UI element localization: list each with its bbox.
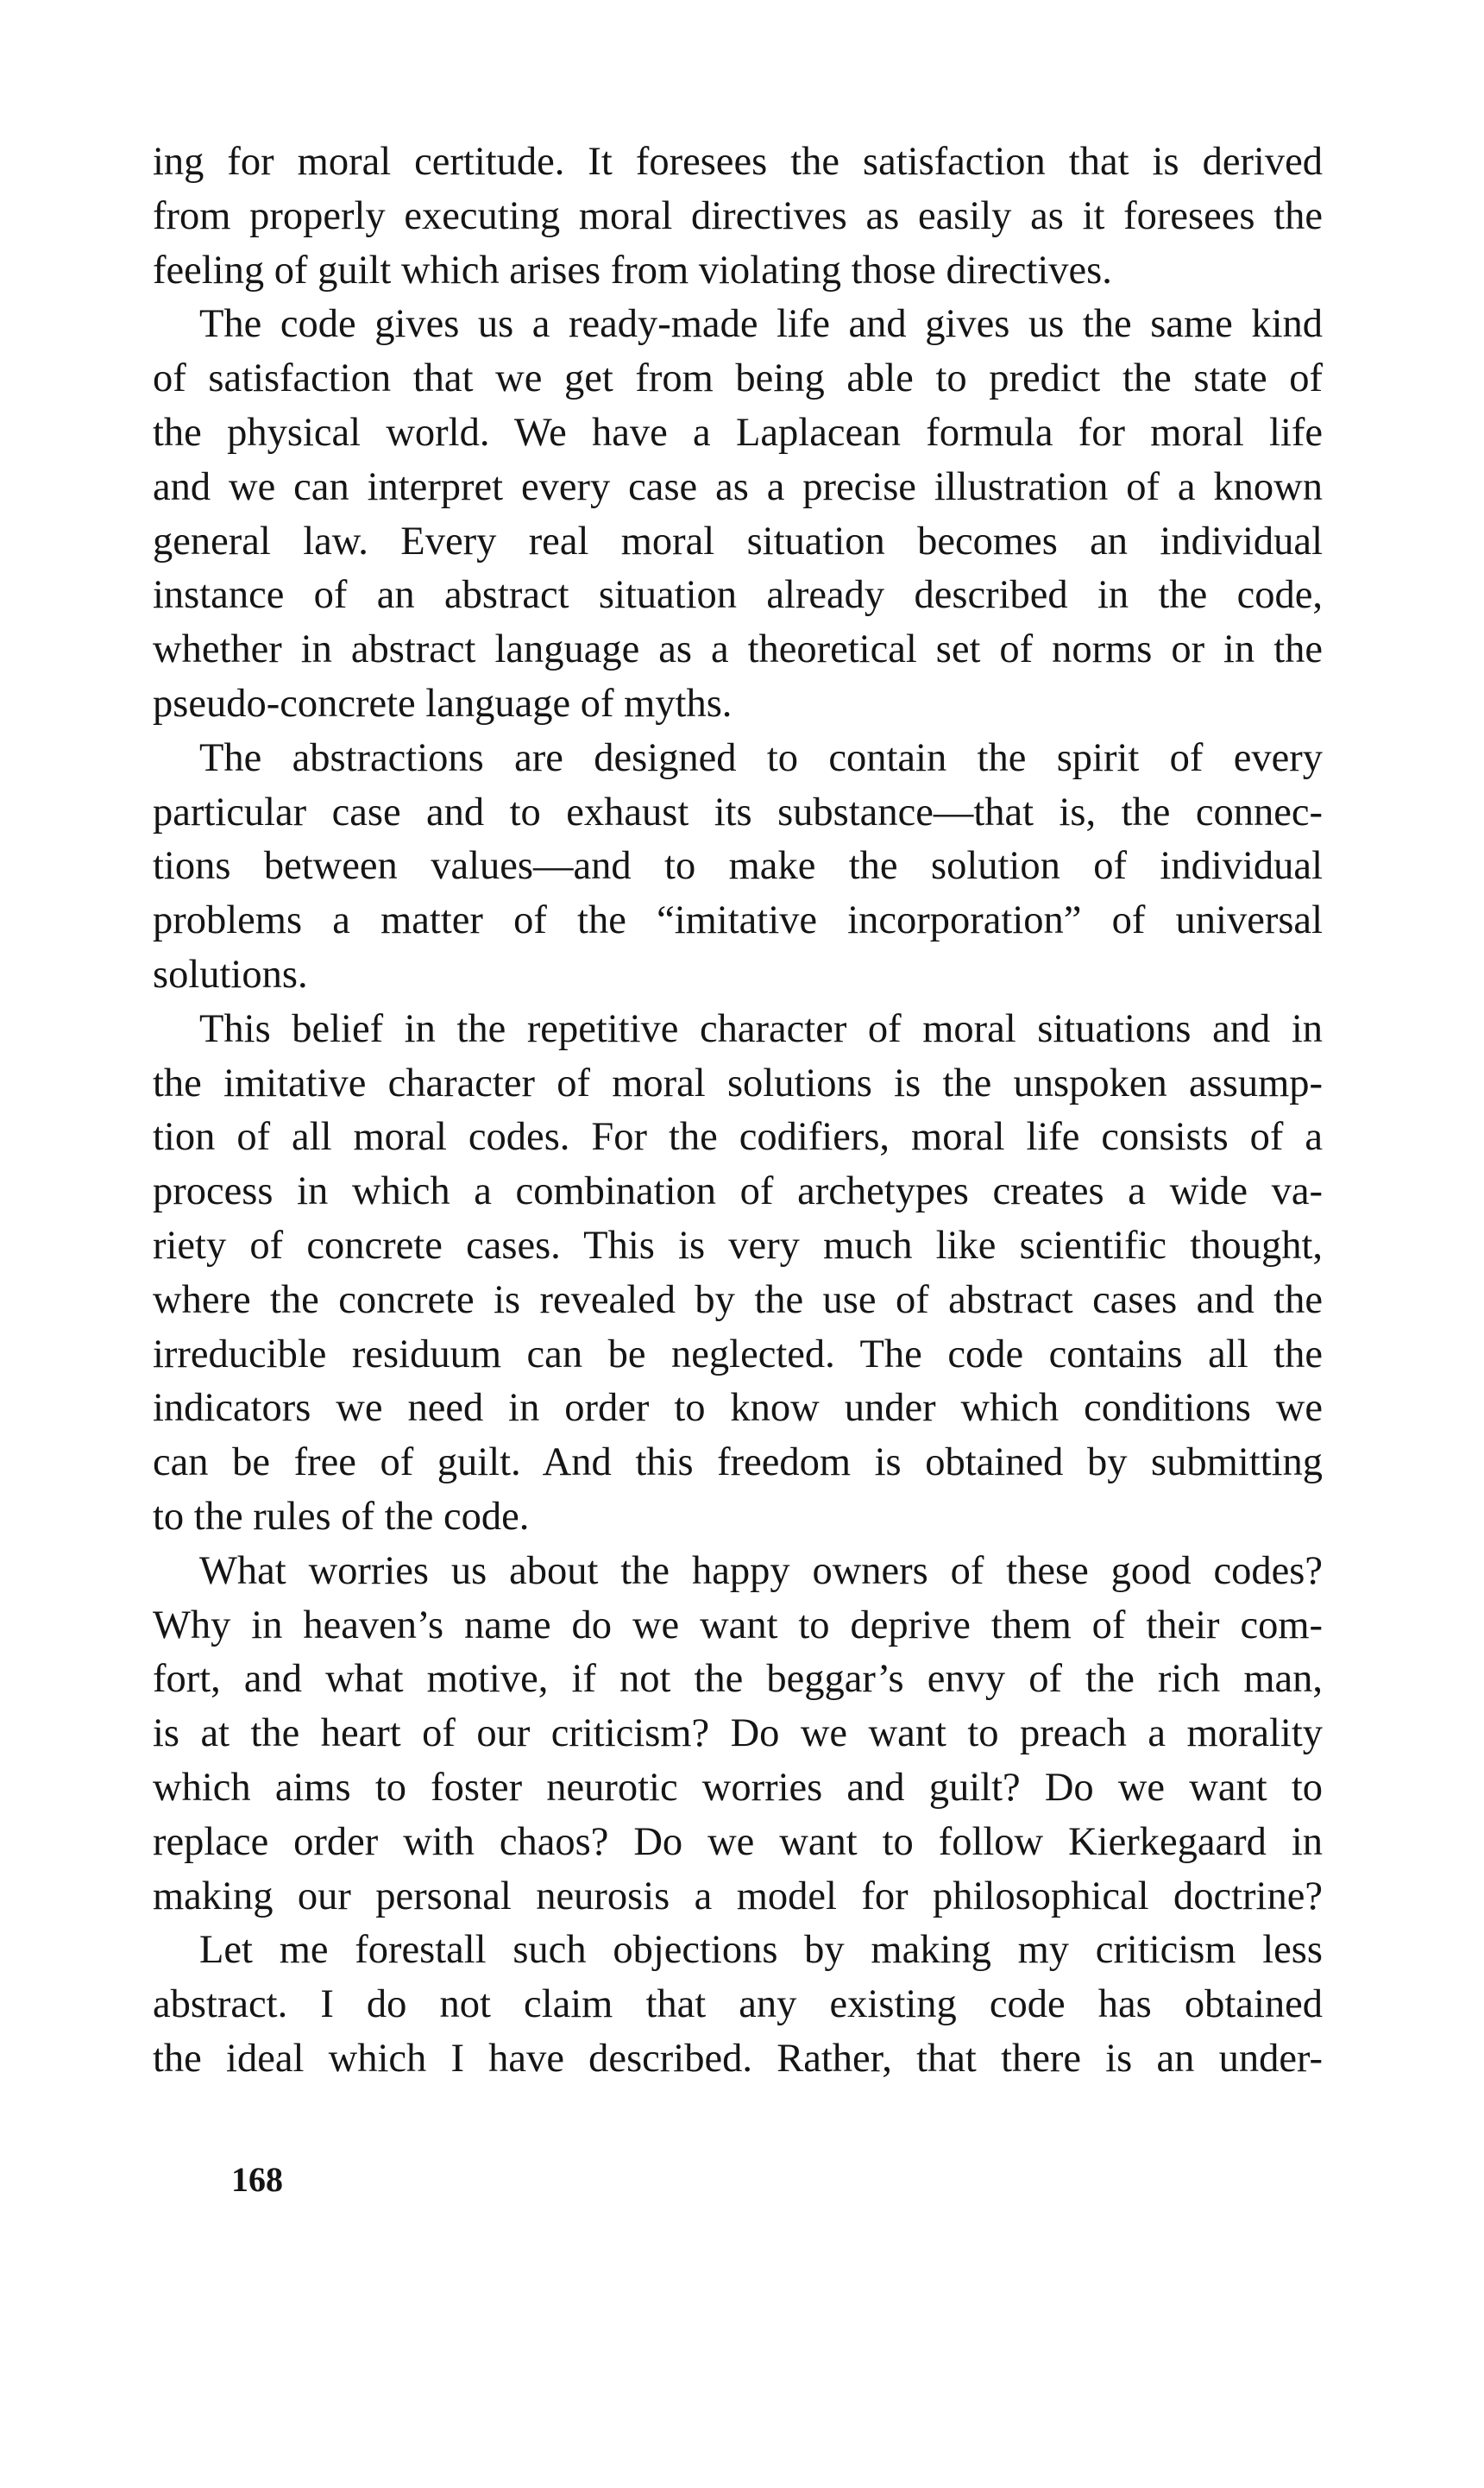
text-line: particular case and to exhaust its substance—that is, the connec- [153,790,1323,835]
text-line: which aims to foster neurotic worries and guilt? Do we want to [153,1765,1323,1810]
text-line: and we can interpret every case as a precise illustration of a known [153,464,1323,509]
text-line: instance of an abstract situation already described in the code, [153,573,1323,618]
body-text [153,135,1323,2087]
page-number: 168 [231,2160,283,2199]
text-line: whether in abstract language as a theoretical set of norms or in the [153,627,1323,672]
text-line: general law. Every real moral situation becomes an individual [153,519,1323,564]
text-line: the physical world. We have a Laplacean formula for moral life [153,410,1323,455]
text-line: where the concrete is revealed by the use of abstract cases and the [153,1277,1323,1322]
text-line: is at the heart of our criticism? Do we want to preach a morality [153,1711,1323,1756]
text-line: can be free of guilt. And this freedom is obtained by submitting [153,1440,1323,1485]
text-line: fort, and what motive, if not the beggar’s envy of the rich man, [153,1657,1323,1702]
text-line: tions between values—and to make the solution of individual [153,844,1323,889]
text-line: feeling of guilt which arises from violating those directives. [153,248,1112,293]
text-line: replace order with chaos? Do we want to follow Kierkegaard in [153,1819,1323,1864]
text-line: the ideal which I have described. Rather, that there is an under- [153,2036,1323,2081]
text-line: the imitative character of moral solutions is the unspoken assump- [153,1061,1323,1105]
paragraph-first-line: What worries us about the happy owners of these good codes? [199,1548,1323,1593]
text-line: abstract. I do not claim that any existing code has obtained [153,1982,1323,2027]
text-line: from properly executing moral directives as easily as it foresees the [153,193,1323,238]
text-line: tion of all moral codes. For the codifiers, moral life consists of a [153,1115,1323,1160]
paragraph-first-line: This belief in the repetitive character of moral situations and in [199,1006,1323,1051]
text-line: ing for moral certitude. It foresees the satisfaction that is derived [153,140,1323,184]
text-line: riety of concrete cases. This is very much like scientific thought, [153,1223,1323,1268]
text-line: irreducible residuum can be neglected. The code contains all the [153,1332,1323,1376]
paragraph-first-line: Let me forestall such objections by making my criticism less [199,1928,1323,1973]
text-line: of satisfaction that we get from being able to predict the state of [153,356,1323,401]
text-line: process in which a combination of archetypes creates a wide va- [153,1169,1323,1214]
paragraph-first-line: The abstractions are designed to contain the spirit of every [199,735,1323,780]
text-line: Why in heaven’s name do we want to deprive them of their com- [153,1603,1323,1647]
text-line: problems a matter of the “imitative incorporation” of universal [153,898,1323,943]
text-line: indicators we need in order to know under which conditions we [153,1386,1323,1431]
text-line: solutions. [153,952,308,997]
text-line: to the rules of the code. [153,1494,530,1539]
paragraph-first-line: The code gives us a ready-made life and gives us the same kind [199,302,1323,347]
text-line: making our personal neurosis a model for philosophical doctrine? [153,1874,1323,1918]
text-line: pseudo-concrete language of myths. [153,681,733,726]
